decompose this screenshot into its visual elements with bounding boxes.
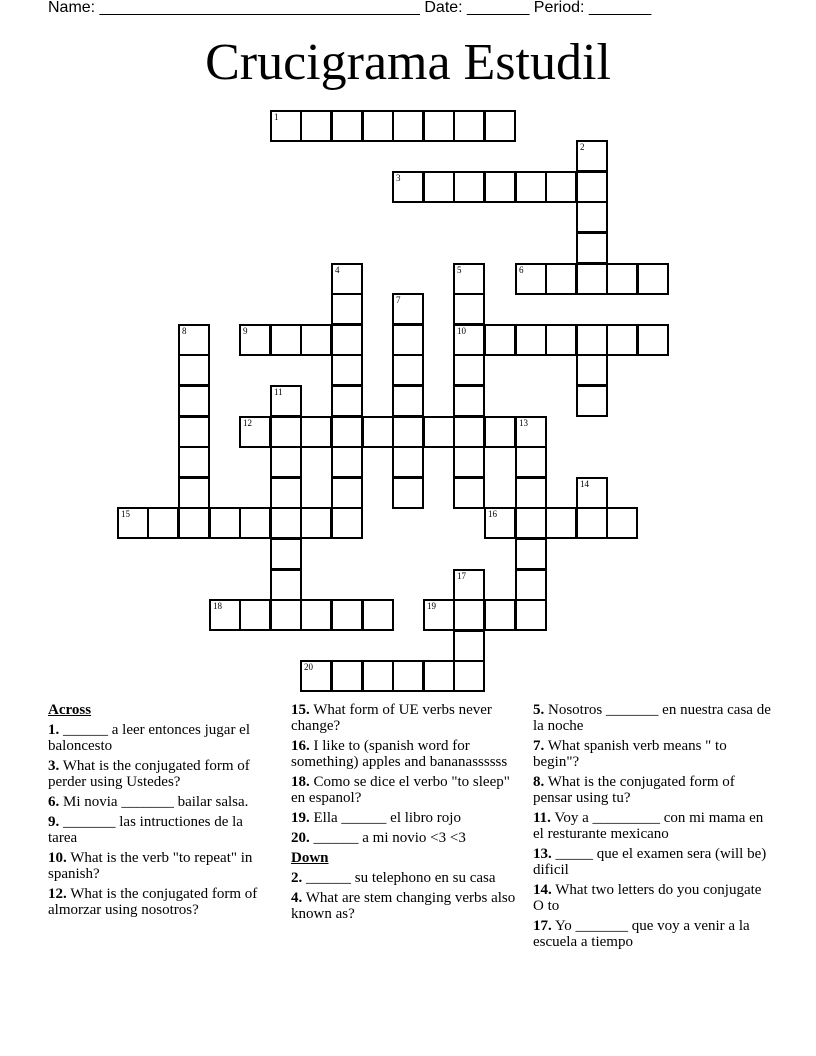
crossword-cell[interactable]: [453, 660, 485, 692]
crossword-cell[interactable]: [606, 324, 638, 356]
clue-number: 13: [519, 418, 528, 428]
crossword-cell[interactable]: [270, 416, 302, 448]
clue-number-label: 16.: [291, 738, 310, 754]
crossword-cell[interactable]: [392, 110, 424, 142]
clue-number-label: 1.: [48, 722, 60, 738]
crossword-cell[interactable]: [178, 507, 210, 539]
clue-item: [48, 794, 273, 810]
crossword-cell[interactable]: [331, 416, 363, 448]
crossword-cell[interactable]: [453, 416, 485, 448]
crossword-cell[interactable]: [515, 416, 547, 448]
across-heading: Across: [48, 702, 92, 718]
clue-text: Como se dice el verbo "to sleep" en espanol?: [291, 774, 510, 806]
clues-column-1: [48, 702, 273, 922]
crossword-cell[interactable]: [331, 507, 363, 539]
clue-number: 20: [304, 662, 313, 672]
clue-number: 15: [121, 509, 130, 519]
crossword-cell[interactable]: [515, 171, 547, 203]
clue-number-label: 12.: [48, 886, 67, 902]
crossword-cell[interactable]: [453, 171, 485, 203]
crossword-cell[interactable]: [392, 446, 424, 478]
crossword-cell[interactable]: [392, 354, 424, 386]
clue-text: What form of UE verbs never change?: [291, 702, 492, 734]
crossword-cell[interactable]: [423, 171, 455, 203]
crossword-cell[interactable]: [392, 660, 424, 692]
crossword-cell[interactable]: [331, 446, 363, 478]
crossword-cell[interactable]: [331, 293, 363, 325]
clue-number: 12: [243, 418, 252, 428]
crossword-cell[interactable]: [392, 171, 424, 203]
crossword-cell[interactable]: [178, 324, 210, 356]
clue-number-label: 8.: [533, 774, 545, 790]
clue-text: What is the conjugated form of perder using Ustedes?: [48, 758, 250, 790]
clue-item: [533, 810, 773, 842]
crossword-cell[interactable]: [239, 599, 271, 631]
crossword-cell[interactable]: [331, 324, 363, 356]
clue-text: What is the conjugated form of almorzar using nosotros?: [48, 886, 258, 918]
clue-number: 16: [488, 509, 497, 519]
clue-number: 8: [182, 326, 187, 336]
crossword-cell[interactable]: [453, 354, 485, 386]
crossword-cell[interactable]: [331, 263, 363, 295]
crossword-cell[interactable]: [637, 324, 669, 356]
clue-item: [533, 882, 773, 914]
crossword-cell[interactable]: [270, 538, 302, 570]
crossword-cell[interactable]: [300, 599, 332, 631]
crossword-cell[interactable]: [117, 507, 149, 539]
clue-item: [48, 814, 273, 846]
crossword-cell[interactable]: [270, 569, 302, 601]
crossword-cell[interactable]: [147, 507, 179, 539]
crossword-cell[interactable]: [178, 385, 210, 417]
crossword-cell[interactable]: [423, 416, 455, 448]
clue-text: ______ a mi novio <3 <3: [309, 830, 466, 846]
clue-number-label: 3.: [48, 758, 60, 774]
crossword-cell[interactable]: [576, 477, 608, 509]
clue-text: Mi novia _______ bailar salsa.: [59, 794, 249, 810]
crossword-cell[interactable]: [423, 660, 455, 692]
crossword-cell[interactable]: [637, 263, 669, 295]
crossword-cell[interactable]: [576, 507, 608, 539]
crossword-cell[interactable]: [453, 569, 485, 601]
clue-item: [48, 722, 273, 754]
clue-number: 7: [396, 295, 401, 305]
crossword-cell[interactable]: [515, 477, 547, 509]
crossword-cell[interactable]: [453, 385, 485, 417]
crossword-cell[interactable]: [576, 140, 608, 172]
crossword-cell[interactable]: [576, 385, 608, 417]
student-info-line: Name: ____________________________________ Date: _______ Period: _______: [48, 0, 652, 16]
clue-number: 3: [396, 173, 401, 183]
clue-number: 4: [335, 265, 340, 275]
clue-item: [291, 774, 516, 806]
clue-text: What spanish verb means " to begin"?: [533, 738, 727, 770]
crossword-cell[interactable]: [392, 324, 424, 356]
clue-item: [533, 702, 773, 734]
clue-number: 17: [457, 571, 466, 581]
crossword-cell[interactable]: [484, 599, 516, 631]
crossword-cell[interactable]: [453, 263, 485, 295]
clue-number-label: 18.: [291, 774, 310, 790]
clue-item: [48, 886, 273, 918]
crossword-cell[interactable]: [270, 324, 302, 356]
crossword-cell[interactable]: [300, 110, 332, 142]
crossword-cell[interactable]: [178, 354, 210, 386]
clue-number: 6: [519, 265, 524, 275]
crossword-cell[interactable]: [362, 660, 394, 692]
clue-text: What two letters do you conjugate O to: [533, 882, 762, 914]
clue-item: [533, 774, 773, 806]
crossword-cell[interactable]: [545, 263, 577, 295]
clue-number-label: 10.: [48, 850, 67, 866]
crossword-cell[interactable]: [453, 293, 485, 325]
crossword-cell[interactable]: [484, 110, 516, 142]
crossword-cell[interactable]: [270, 446, 302, 478]
crossword-cell[interactable]: [178, 416, 210, 448]
crossword-cell[interactable]: [515, 538, 547, 570]
crossword-cell[interactable]: [515, 324, 547, 356]
crossword-cell[interactable]: [545, 324, 577, 356]
crossword-cell[interactable]: [453, 630, 485, 662]
crossword-cell[interactable]: [362, 416, 394, 448]
crossword-cell[interactable]: [423, 599, 455, 631]
crossword-cell[interactable]: [331, 110, 363, 142]
clue-item: [291, 830, 516, 846]
crossword-cell[interactable]: [209, 599, 241, 631]
clue-number: 2: [580, 142, 585, 152]
crossword-cell[interactable]: [392, 416, 424, 448]
crossword-cell[interactable]: [545, 507, 577, 539]
crossword-cell[interactable]: [515, 599, 547, 631]
clue-number-label: 7.: [533, 738, 545, 754]
clue-number-label: 4.: [291, 890, 303, 906]
clue-number-label: 2.: [291, 870, 303, 886]
crossword-cell[interactable]: [484, 324, 516, 356]
crossword-cell[interactable]: [484, 171, 516, 203]
crossword-cell[interactable]: [545, 171, 577, 203]
clues-column-3: [533, 702, 773, 954]
clue-number-label: 6.: [48, 794, 60, 810]
clue-item: [533, 846, 773, 878]
clue-item: [533, 918, 773, 950]
clue-number: 11: [274, 387, 283, 397]
clues-column-2: [291, 702, 516, 926]
clue-number-label: 19.: [291, 810, 310, 826]
clue-number-label: 5.: [533, 702, 545, 718]
crossword-cell[interactable]: [484, 507, 516, 539]
crossword-cell[interactable]: [484, 416, 516, 448]
crossword-cell[interactable]: [331, 660, 363, 692]
crossword-cell[interactable]: [270, 110, 302, 142]
clue-text: What are stem changing verbs also known as?: [291, 890, 516, 922]
crossword-cell[interactable]: [453, 477, 485, 509]
crossword-cell[interactable]: [239, 416, 271, 448]
crossword-cell[interactable]: [362, 599, 394, 631]
clue-item: [291, 810, 516, 826]
crossword-cell[interactable]: [515, 507, 547, 539]
clue-text: Voy a _________ con mi mama en el resturante mexicano: [533, 810, 764, 842]
crossword-cell[interactable]: [392, 385, 424, 417]
crossword-cell[interactable]: [270, 477, 302, 509]
clue-item: [48, 758, 273, 790]
clue-text: Nosotros _______ en nuestra casa de la noche: [533, 702, 771, 734]
crossword-cell[interactable]: [270, 385, 302, 417]
crossword-cell[interactable]: [515, 263, 547, 295]
clue-number: 19: [427, 601, 436, 611]
crossword-cell[interactable]: [178, 446, 210, 478]
clue-text: What is the conjugated form of pensar using tu?: [533, 774, 735, 806]
clue-item: [291, 738, 516, 770]
crossword-cell[interactable]: [209, 507, 241, 539]
crossword-cell[interactable]: [239, 507, 271, 539]
clue-text: What is the verb "to repeat" in spanish?: [48, 850, 253, 882]
clue-text: _______ las intructiones de la tarea: [48, 814, 243, 846]
clue-number: 10: [457, 326, 466, 336]
crossword-cell[interactable]: [515, 569, 547, 601]
crossword-cell[interactable]: [300, 507, 332, 539]
crossword-cell[interactable]: [331, 354, 363, 386]
crossword-cell[interactable]: [576, 324, 608, 356]
crossword-cell[interactable]: [331, 599, 363, 631]
crossword-cell[interactable]: [576, 232, 608, 264]
crossword-cell[interactable]: [300, 660, 332, 692]
clue-number-label: 14.: [533, 882, 552, 898]
clue-number-label: 15.: [291, 702, 310, 718]
clue-text: ______ a leer entonces jugar el baloncesto: [48, 722, 251, 754]
crossword-cell[interactable]: [453, 324, 485, 356]
crossword-cell[interactable]: [606, 263, 638, 295]
crossword-cell[interactable]: [453, 446, 485, 478]
crossword-cell[interactable]: [270, 599, 302, 631]
clue-text: Yo _______ que voy a venir a la escuela a tiempo: [533, 918, 750, 950]
crossword-cell[interactable]: [576, 354, 608, 386]
clue-number: 5: [457, 265, 462, 275]
crossword-cell[interactable]: [239, 324, 271, 356]
clue-number-label: 13.: [533, 846, 552, 862]
crossword-cell[interactable]: [576, 201, 608, 233]
crossword-cell[interactable]: [453, 110, 485, 142]
clue-text: I like to (spanish word for something) apples and bananassssss: [291, 738, 508, 770]
crossword-cell[interactable]: [392, 293, 424, 325]
clue-item: [291, 702, 516, 734]
clue-number: 14: [580, 479, 589, 489]
crossword-cell[interactable]: [362, 110, 394, 142]
clue-number-label: 9.: [48, 814, 60, 830]
clue-item: [48, 850, 273, 882]
crossword-cell[interactable]: [300, 416, 332, 448]
down-heading: Down: [291, 850, 329, 866]
clue-text: _____ que el examen sera (will be) dificil: [533, 846, 767, 878]
crossword-cell[interactable]: [423, 110, 455, 142]
page-title: Crucigrama Estudil: [205, 34, 611, 91]
crossword-cell[interactable]: [300, 324, 332, 356]
crossword-cell[interactable]: [270, 507, 302, 539]
crossword-cell[interactable]: [178, 477, 210, 509]
crossword-cell[interactable]: [606, 507, 638, 539]
crossword-cell[interactable]: [515, 446, 547, 478]
crossword-cell[interactable]: [576, 263, 608, 295]
clue-number: 9: [243, 326, 248, 336]
clue-item: [291, 870, 516, 886]
crossword-cell[interactable]: [392, 477, 424, 509]
clue-number-label: 20.: [291, 830, 310, 846]
clue-item: [533, 738, 773, 770]
clue-number-label: 17.: [533, 918, 552, 934]
crossword-cell[interactable]: [453, 599, 485, 631]
crossword-cell[interactable]: [331, 385, 363, 417]
crossword-cell[interactable]: [331, 477, 363, 509]
clue-item: [291, 890, 516, 922]
clue-text: ______ su telephono en su casa: [302, 870, 496, 886]
clue-number: 1: [274, 112, 279, 122]
clue-number-label: 11.: [533, 810, 551, 826]
crossword-cell[interactable]: [576, 171, 608, 203]
clue-text: Ella ______ el libro rojo: [309, 810, 461, 826]
clue-number: 18: [213, 601, 222, 611]
